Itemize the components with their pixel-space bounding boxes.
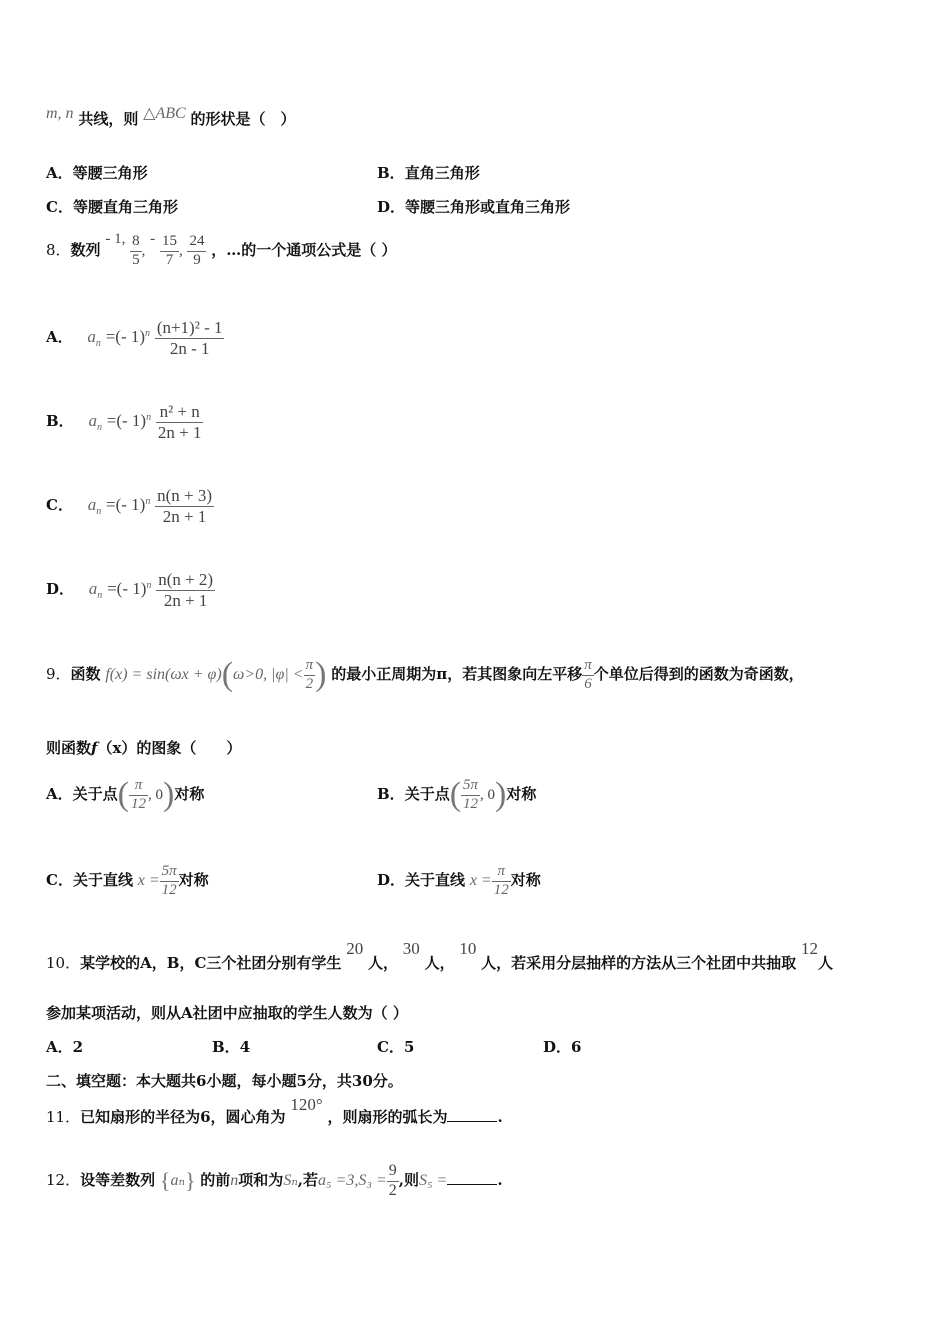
q9-number: 9． bbox=[46, 665, 71, 683]
q8-option-b[interactable]: B． $a_n$ =(- 1)$^n$ $\frac{\text{n² + n}}{2n + 1}$ bbox=[46, 402, 202, 442]
q7-triangle: △ABC bbox=[143, 105, 186, 122]
q10-line2: 参加某项活动，则从A社团中应抽取的学生人数为（ ） bbox=[46, 1004, 408, 1022]
option-letter: A． bbox=[46, 785, 73, 803]
q11-stem: 11．已知扇形的半径为6，圆心角为 120° ，则扇形的弧长为 . bbox=[46, 1095, 503, 1126]
q9-line2: 则函数f（x）的图象（ ） bbox=[46, 739, 242, 757]
q9-option-a[interactable]: A．关于点( $\frac{\pi}{12}$ , 0)对称 bbox=[46, 776, 205, 813]
option-letter: C． bbox=[46, 198, 73, 216]
option-text: 等腰三角形或直角三角形 bbox=[405, 198, 571, 216]
option-letter: C． bbox=[46, 871, 73, 889]
option-letter: A． bbox=[46, 164, 73, 182]
q8-stem: 8．数列 - 1, $\frac{8}{5}$ , - $\frac{15}{7}$ , $\frac{24}{9}$ ，…的一个通项公式是（ ） bbox=[46, 231, 397, 268]
q7-text2: 的形状是（ ） bbox=[190, 110, 296, 128]
q9-text3: 个单位后得到的函数为奇函数， bbox=[593, 665, 804, 683]
q8-term3: $\frac{15}{7}$ bbox=[161, 233, 177, 268]
q11-number: 11． bbox=[46, 1108, 81, 1126]
q8-term3-sign: - bbox=[150, 231, 156, 247]
q8-text2: ，…的一个通项公式是（ ） bbox=[211, 241, 397, 259]
q10-option-a[interactable]: A．2 bbox=[46, 1038, 84, 1056]
q9-function: f(x) = sin(ωx + φ) bbox=[105, 666, 222, 683]
option-text: 等腰三角形 bbox=[72, 164, 148, 182]
answer-blank[interactable] bbox=[447, 1109, 497, 1122]
option-text: 直角三角形 bbox=[404, 164, 480, 182]
q9-option-b[interactable]: B．关于点( $\frac{5\pi}{12}$ , 0)对称 bbox=[377, 776, 537, 813]
q7-stem bbox=[46, 105, 296, 129]
q9-option-c[interactable]: C．关于直线 x = $\frac{5\pi}{12}$ 对称 bbox=[46, 863, 209, 898]
q9-stem: 9．函数 f(x) = sin(ωx + φ)(ω>0, |φ| < $\frac{\pi}{2}$ ) 的最小正周期为π，若其图象向左平移 $\frac{\pi}{6}$ 个单位后得到的函数为奇函数， bbox=[46, 656, 804, 693]
q12-stem: 12．设等差数列 {aₙ} 的前n项和为Sₙ,若a₅ =3,S₃ = $\frac{9}{2}$ ,则S₅ = . bbox=[46, 1162, 503, 1199]
q7-option-b[interactable] bbox=[377, 162, 480, 183]
option-text: 等腰直角三角形 bbox=[72, 198, 178, 216]
q7-vars: m, n bbox=[46, 105, 74, 122]
q11-angle: 120° bbox=[290, 1095, 323, 1114]
option-letter: C． bbox=[46, 496, 73, 515]
q8-option-d[interactable]: D． $a_n$ =(- 1)$^n$ $\frac{n(n + 2)}{2n + 1}$ bbox=[46, 570, 214, 610]
answer-blank[interactable] bbox=[447, 1172, 497, 1185]
q9-text1: 函数 bbox=[70, 665, 101, 683]
formula-fraction: $\frac{\text{n² + n}}{2n + 1}$ bbox=[157, 402, 202, 442]
q7-option-d[interactable] bbox=[377, 196, 570, 217]
q9-text2: 的最小正周期为π，若其图象向左平移 bbox=[331, 665, 583, 683]
option-letter: A． bbox=[46, 328, 73, 347]
q7-option-a[interactable] bbox=[46, 162, 148, 183]
q7-option-c[interactable] bbox=[46, 196, 178, 217]
q9-condition: ω>0, |φ| < bbox=[233, 666, 304, 683]
q12-number: 12． bbox=[46, 1171, 81, 1189]
q8-term2: $\frac{8}{5}$ bbox=[132, 233, 140, 268]
q8-number: 8． bbox=[46, 241, 71, 259]
q8-option-c[interactable]: C． $a_n$ =(- 1)$^n$ $\frac{n(n + 3)}{2n + 1}$ bbox=[46, 486, 213, 526]
q8-term1: - 1 bbox=[105, 231, 122, 247]
q10-stem: 10．某学校的A，B，C三个社团分别有学生 20 人， 30 人， 10 人，若采用分层抽样的方法从三个社团中共抽取 12人 bbox=[46, 939, 833, 972]
formula-fraction: $\frac{n(n + 2)}{2n + 1}$ bbox=[158, 570, 214, 610]
q10-number: 10． bbox=[46, 954, 81, 972]
option-letter: B． bbox=[377, 164, 405, 182]
section-heading: 二、填空题：本大题共6小题，每小题5分，共30分。 bbox=[46, 1072, 403, 1090]
option-letter: D． bbox=[377, 198, 406, 216]
option-letter: B． bbox=[46, 412, 74, 431]
q8-text1: 数列 bbox=[70, 241, 101, 259]
option-letter: B． bbox=[377, 785, 405, 803]
formula-fraction: $\frac{\text{(n+1)² - 1}}{2n - 1}$ bbox=[156, 318, 223, 358]
q8-option-a[interactable]: A． $a_n$ =(- 1)$^n$ $\frac{\text{(n+1)² - 1}}{2n - 1}$ bbox=[46, 318, 223, 358]
q10-option-d[interactable]: D．6 bbox=[543, 1038, 582, 1056]
option-letter: D． bbox=[377, 871, 406, 889]
q9-shift: $\frac{\pi}{6}$ bbox=[584, 657, 592, 692]
q7-text1: 共线，则 bbox=[78, 110, 139, 128]
formula-fraction: $\frac{n(n + 3)}{2n + 1}$ bbox=[157, 486, 213, 526]
q10-option-c[interactable]: C．5 bbox=[377, 1038, 415, 1056]
q8-term4: $\frac{24}{9}$ bbox=[189, 233, 205, 268]
q10-option-b[interactable]: B．4 bbox=[212, 1038, 251, 1056]
option-letter: D． bbox=[46, 580, 75, 599]
q9-option-d[interactable]: D．关于直线 x = $\frac{\pi}{12}$ 对称 bbox=[377, 863, 541, 898]
